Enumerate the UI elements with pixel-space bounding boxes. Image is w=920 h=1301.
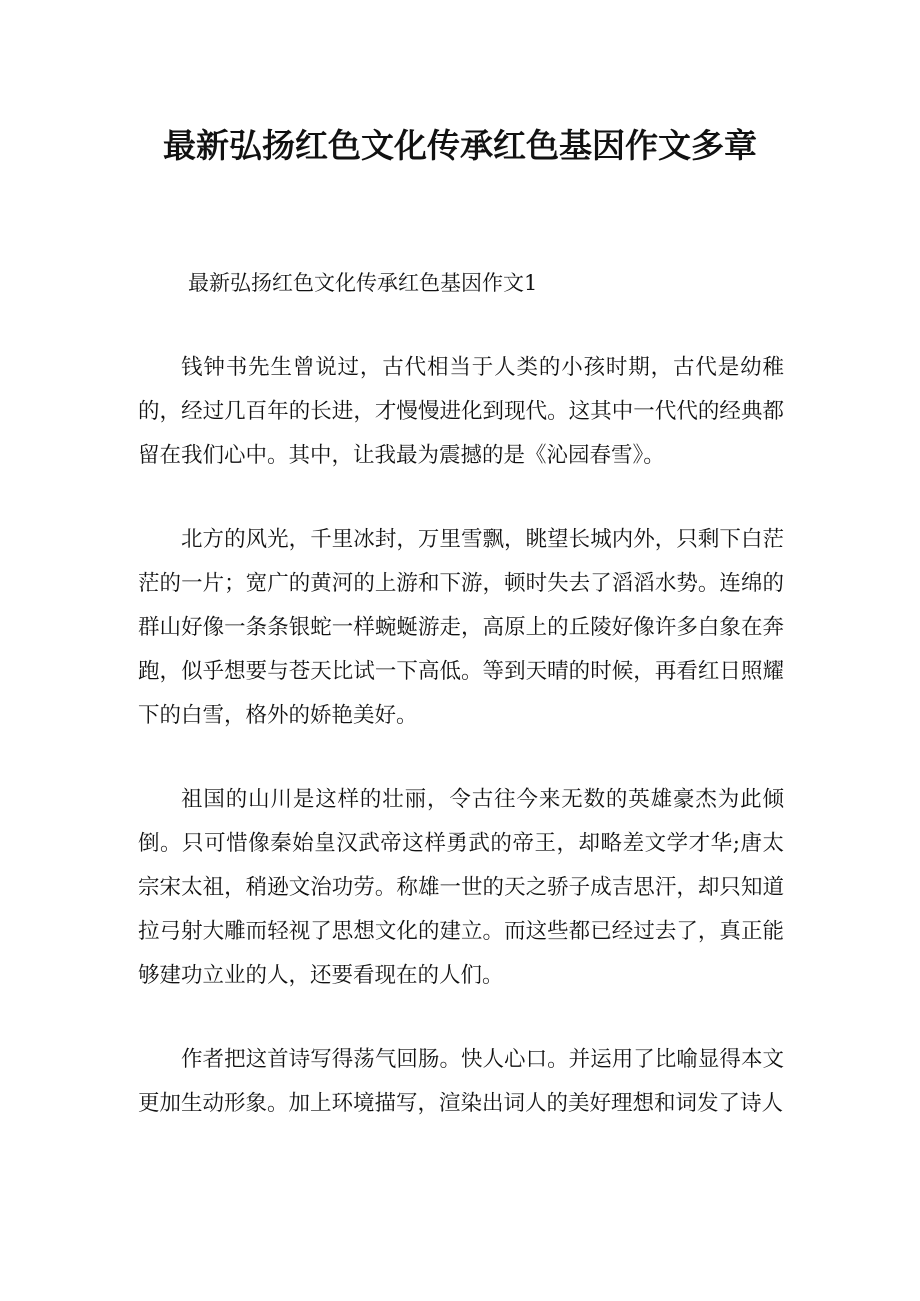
section-heading: 最新弘扬红色文化传承红色基因作文1: [188, 271, 538, 295]
paragraph-2: 北方的风光，千里冰封，万里雪飘，眺望长城内外，只剩下白茫茫的一片；宽广的黄河的上游和下游，顿时失去了滔滔水势。连绵的群山好像一条条银蛇一样蜿蜒游走，高原上的丘陵好像许多白象在奔跑，似乎想要与苍天比试一下高低。等到天晴的时候，再看红日照耀下的白雪，格外的娇艳美好。: [138, 527, 784, 728]
document-title: 最新弘扬红色文化传承红色基因作文多章: [163, 126, 757, 165]
paragraph-1: 钱钟书先生曾说过，古代相当于人类的小孩时期，古代是幼稚的，经过几百年的长进，才慢慢进化到现代。这其中一代代的经典都留在我们心中。其中，让我最为震撼的是《沁园春雪》。: [138, 355, 784, 468]
paragraph-4: 作者把这首诗写得荡气回肠。快人心口。并运用了比喻显得本文更加生动形象。加上环境描写，渲染出词人的美好理想和词发了诗人: [138, 1047, 784, 1116]
paragraph-3: 祖国的山川是这样的壮丽，令古往今来无数的英雄豪杰为此倾倒。只可惜像秦始皇汉武帝这样勇武的帝王，却略差文学才华;唐太宗宋太祖，稍逊文治功劳。称雄一世的天之骄子成吉思汗，却只知道拉弓射大雕而轻视了思想文化的建立。而这些都已经过去了，真正能够建功立业的人，还要看现在的人们。: [138, 787, 784, 988]
